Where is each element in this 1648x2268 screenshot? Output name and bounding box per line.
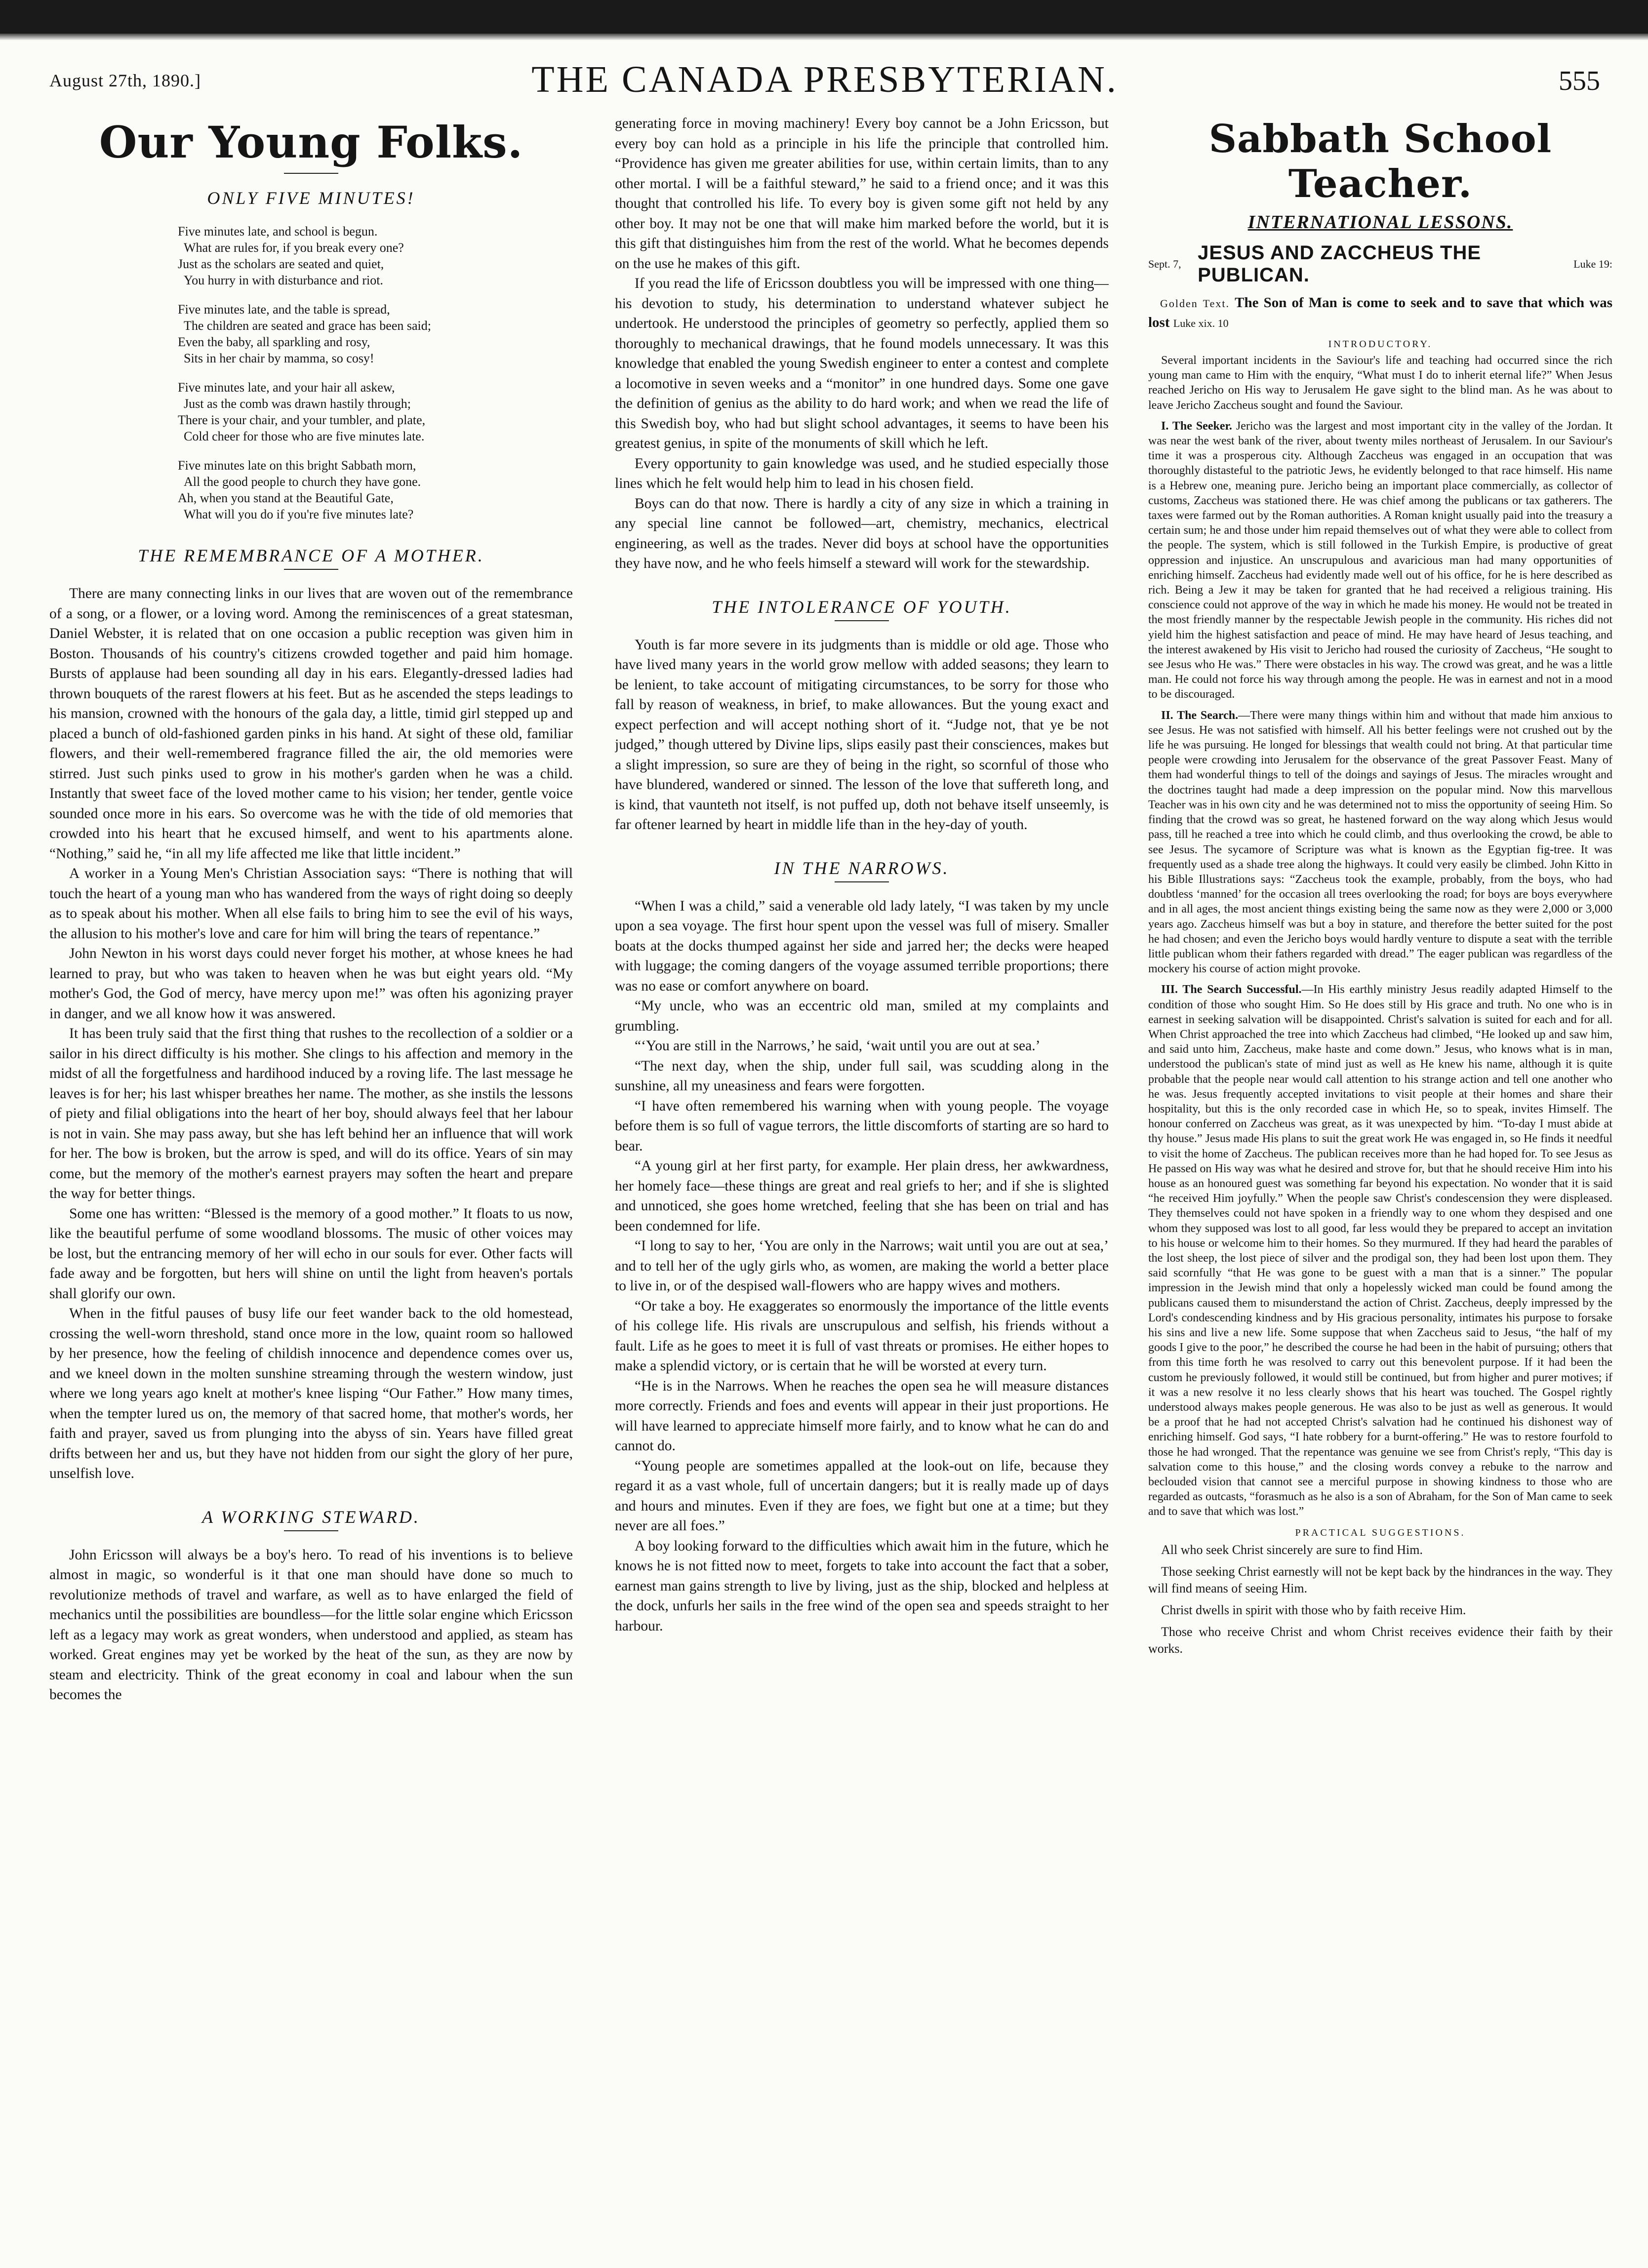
poem-line: Just as the scholars are seated and quiet, [178, 257, 384, 271]
divider [835, 620, 889, 621]
introductory-label: INTRODUCTORY. [1328, 339, 1433, 350]
poem-line: Even the baby, all sparkling and rosy, [178, 335, 370, 349]
paragraph: There are many connecting links in our lives that are woven out of the remembrance of a song, or a flower, or a loving word. Among the reminiscences of a great statesman, Daniel Webster, it is related that on one occasion a public reception was given him in Boston. Thousands of his country's citizens crowded together and paid him homage. Bursts of applause had been sounding all day in his ears. Elegantly-dressed ladies had thrown bouquets of the rarest flowers at his feet. But as he ascended the steps leadings to his mansion, crowned with the honours of the gala day, a little, timid girl stepped up and placed a bunch of old-fashioned garden pinks in his hand. At sight of these old, familiar flowers, and their well-remembered fragrance filled the air, the old memories were stirred. Just such pinks used to grow in his mother's garden when he was a child. Instantly that sweet face of the loved mother came to his vision; her tender, gentle voice sounded once more in his ears. So overcome was he with the tide of old memories that crowded into his heart that he excused himself, and went to his apartments alone. “Nothing,” said he, “in all my life affected me like that little incident.” [49, 586, 573, 862]
golden-text-reference: Luke xix. 10 [1173, 317, 1229, 329]
poem-line: Ah, when you stand at the Beautiful Gate, [178, 491, 394, 505]
section-subtitle: INTERNATIONAL LESSONS. [1247, 212, 1513, 233]
paragraph: It has been truly said that the first thing that rushes to the recollection of a soldier or a sailor in his direct difficulty is his mother. She clings to his affection and memory in the midst of all the forgetfulness and hardihood induced by a roving life. The last message he leaves is for her; his last whisper breathes her name. The mother, as she instils the lessons of piety and filial obligations into the heart of her boy, should always feel that her labour is not in vain. She may pass away, but she has left behind her an influence that will work for her. The bow is broken, but the arrow is sped, and will do its office. Years of sin may come, but the memory of the mother's earnest prayers may soften the heart and prepare the way for better things. [49, 1026, 573, 1201]
golden-text-body: The Son of Man is come to seek and to save that which was lost [1148, 295, 1612, 330]
poem-line: All the good people to church they have gone. [184, 475, 421, 489]
article-body [49, 584, 573, 1484]
golden-text-label: Golden Text. [1160, 297, 1230, 310]
introductory-text: Several important incidents in the Saviour's life and teaching had occurred since the rich young man came to Him with the enquiry, “What must I do to inherit eternal life?” When Jesus reached Jericho on His way to Jerusalem He gave sight to the blind man. As he was about to leave Jericho Zaccheus sought and found the Saviour. [1148, 354, 1612, 412]
poem-line: Just as the comb was drawn hastily through; [184, 397, 411, 411]
lesson-section-text: —There were many things within him and without that made him anxious to see Jesus. He was not satisfied with himself. All his better feelings were not crushed out by the life he was pursuing. He longed for blessings that wealth could not bring. At that particular time people were crowding into Jerusalem for the observance of the great Passover Feast. Many of them had wonderful things to tell of the doings and sayings of Jesus. The miracles wrought and the doctrines taught had made a deep impression on the popular mind. Now this marvellous Teacher was in his own city and he was determined not to miss the opportunity of seeing Him. So finding that the crowd was so great, he hastened forward on the way along which Jesus would pass, till he reached a tree into which he could climb, and thus overlooking the crowd, be able to see Jesus. The sycamore of Scripture was what is known as the Egyptian fig-tree. It was frequently used as a shade tree along the highways. It could very easily be climbed. John Kitto in his Bible Illustrations says: “Zaccheus took the example, probably, from the boys, who had doubtless ‘manned’ for the occasion all trees overlooking the road; for boys are boys everywhere and in all ages, the most ancient things existing being the same now as they were 2,000 or 3,000 years ago. Zaccheus himself was but a boy in stature, and therefore the better suited for the post he had chosen; and even the Jericho boys would hardly venture to dispute a seat with the terrible little publican whom their fathers regarded with dread.” The eager publican was regardless of the mockery his course of action might provoke. [1148, 709, 1612, 976]
paragraph: generating force in moving machinery! Every boy cannot be a John Ericsson, but every boy can hold as a principle in his life the principle that controlled him. “Providence has given me greater abilities for use, within certain limits, than to any other mortal. I will be a faithful steward,” he said to a friend once; and it was this thought that controlled his life. To every boy is given some gift not held by any other boy. It may not be one that will make him marked before the world, but it is this gift that distinguishes him from the rest of the world. What he becomes depends on the use he makes of this gift. [615, 116, 1109, 272]
page-top-edge [0, 0, 1648, 34]
article-body [615, 896, 1109, 1636]
paragraph: “I long to say to her, ‘You are only in the Narrows; wait until you are out at sea,’ and to tell her of the ugly girls who, as women, are making the world a better place to live in, or of the despised wall-flowers who are happy wives and mothers. [615, 1238, 1109, 1294]
paragraph: “A young girl at her first party, for example. Her plain dress, her awkwardness, her homely face—these things are great and real griefs to her; and if she is slighted and unnoticed, she goes home wretched, feeling that she has been on trial and has been condemned for life. [615, 1158, 1109, 1234]
column-left [49, 114, 573, 2248]
poem-line: What will you do if you're five minutes late? [184, 507, 414, 521]
lesson-heading [1148, 242, 1612, 286]
poem-line: The children are seated and grace has been said; [184, 318, 431, 333]
poem-line: Five minutes late, and your hair all askew, [178, 380, 395, 395]
paragraph: “I have often remembered his warning when with young people. The voyage before them is so full of vague terrors, the little discomforts of starting are so hard to bear. [615, 1098, 1109, 1154]
article-title: THE REMEMBRANCE OF A MOTHER. [138, 546, 484, 565]
paragraph: If you read the life of Ericsson doubtless you will be impressed with one thing—his devotion to study, his determination to understand whatever subject he undertook. He understood the principles of geometry so perfectly, applied them so thoroughly to mechanical drawings, that he found models unnecessary. It was this knowledge that enabled the young Swedish engineer to enter a contest and complete a locomotive in seven weeks and a “monitor” in one hundred days. Some one gave the definition of genius as the ability to do hard work; and when we read the life of this Swedish boy, who had but slight school advantages, it seems to have been his greatest genius, in spite of the monuments of skill which he left. [615, 276, 1109, 451]
article-body [49, 1545, 573, 1705]
lesson-section-heading: I. The Seeker. [1161, 419, 1232, 433]
poem-line: Cold cheer for those who are five minutes late. [184, 429, 425, 443]
paragraph: “Young people are sometimes appalled at the look-out on life, because they regard it as a vast whole, full of uncertain dangers; but it is really made up of days and hours and minutes. Even if they are foes, we fight but one at a time; but they never are all foes.” [615, 1458, 1109, 1534]
practical-suggestion: All who seek Christ sincerely are sure to find Him. [1161, 1542, 1423, 1557]
section-title-young-folks: Our Young Folks. [99, 117, 523, 168]
lesson-section-text: —In His earthly ministry Jesus readily adapted Himself to the condition of those who sought Him. So He does still by His grace and truth. No one who is in earnest in seeking salvation will be disappointed. Christ's salvation is suited for each and for all. When Christ approached the tree into which Zaccheus had climbed, “He looked up and saw him, and said unto him, Zaccheus, make haste and come down.” Jesus, who knows what is in man, understood the publican's state of mind just as well as He knew his name, although it is quite probable that the people near would call attention to his strange action and tell one another who he was. Jesus frequently accepted invitations to visit people at their homes and share their hospitality, but this is the only recorded case in which He, so to speak, invites Himself. The honour conferred on Zaccheus was great, as it was unexpected by him. “To-day I must abide at thy house.” Jesus made His plans to suit the great work He was engaged in, so He finds it needful to visit the home of Zaccheus. The publican receives more than he had hoped for. To see Jesus as He passed on His way was what he desired and strove for, but that he should receive Him into his house as an honoured guest was something far beyond his expectation. No wonder that it is said “he received Him joyfully.” When the people saw Christ's condescension they were displeased. They themselves could not have spoken in a friendly way to one whom they despised and one whom they supposed was lost to all good, far less would they be prepared to accept an invitation to his house or welcome him to their homes. So they murmured. If they had heard the parables of the lost sheep, the lost piece of silver and the prodigal son, they had been lost upon them. They said scornfully “that He was gone to be guest with a man that is a sinner.” The popular impression in the Jewish mind that only a hopelessly wicked man could be found among the publicans caused them to misunderstand the action of Christ. Zaccheus, deeply impressed by the Lord's condescending kindness and by His gracious personality, intimates his purpose to forsake his sins and live a new life. Some suppose that when Zaccheus said to Jesus, “the half of my goods I give to the poor,” he described the course he had been in the habit of pursuing; others that from this time forth he was resolved to carry out this benevolent purpose. If it had been the custom he previously followed, it would still be continued, but from higher and purer motives; if it was a new resolve it no less clearly shows that his heart was touched. The Gospel rightly understood always makes people generous. He was also to be just as well as generous. It would be a proof that he had not accepted Christ's salvation had he continued his dishonest way of enriching himself. God says, “I hate robbery for a burnt-offering.” He was to restore fourfold to those he had wronged. That the repentance was genuine we see from Christ's reply, “This day is salvation come to this house,” and the closing words convey a rebuke to the narrow and beclouded vision that cannot see a merciful purpose in showing kindness to those who are regarded as outcasts, “forasmuch as he also is a son of Abraham, for the Son of Man came to seek and to save that which was lost.” [1148, 983, 1612, 1518]
golden-text [1148, 293, 1612, 333]
poem-stanza [178, 301, 573, 366]
lesson-date: Sept. 7, [1148, 258, 1181, 270]
section-title-sabbath-school: Sabbath School Teacher. [1208, 117, 1552, 206]
practical-suggestion: Christ dwells in spirit with those who by faith receive Him. [1161, 1602, 1466, 1617]
page-number: 555 [1559, 66, 1600, 96]
issue-date: August 27th, 1890.] [49, 71, 201, 90]
practical-suggestion: Those seeking Christ earnestly will not be kept back by the hindrances in the way. They will find means of seeing Him. [1148, 1564, 1612, 1595]
article-body-continued [615, 114, 1109, 574]
poem-line: Sits in her chair by mamma, so cosy! [184, 351, 374, 365]
divider [835, 881, 889, 882]
paragraph: Youth is far more severe in its judgments than is middle or old age. Those who have lived many years in the world grow mellow with added seasons; they learn to be lenient, to take account of mitigating circumstances, to be sorry for those who fall by reason of weakness, in brief, to make allowances. But the young exact and expect perfection and will accept nothing short of it. “Judge not, that ye be not judged,” though uttered by Divine lips, slips easily past their consciences, makes but a slight impression, so sure are they of being in the right, so scornful of those who have blundered, wandered or sinned. The lesson of the love that suffereth long, and is kind, that vaunteth not itself, is not puffed up, doth not behave itself unseemly, is far oftener learned by heart in middle life than in the hey-day of youth. [615, 637, 1109, 833]
poem-line: Five minutes late on this bright Sabbath morn, [178, 458, 416, 473]
masthead: THE CANADA PRESBYTERIAN. [531, 59, 1118, 100]
paragraph: A worker in a Young Men's Christian Association says: “There is nothing that will touch the heart of a young man who has wandered from the ways of right doing so deeply as to speak about his mother. When all else fails to bring him to see the evil of his ways, the allusion to his mother's love and care for him will bring the tears of repentance.” [49, 866, 573, 942]
lesson-section-text: Jericho was the largest and most important city in the valley of the Jordan. It was near the west bank of the river, about twenty miles northeast of Jerusalem. In our Saviour's time it was a prosperous city. Although Zaccheus was engaged in an occupation that was thoroughly distasteful to the patriotic Jews, he evidently belonged to that race himself. His name is a Hebrew one, meaning pure. Jericho being an important place commercially, as collector of customs, Zaccheus was stationed there. He was chief among the publicans or tax gatherers. The taxes were farmed out by the Roman authorities. A Roman knight usually paid into the treasury a certain sum; he and those under him repaid themselves out of what they were able to collect from the people. The system, which is still followed in the Turkish Empire, is productive of great oppression and injustice. An unscrupulous and avaricious man had many opportunities of enriching himself. Zaccheus had evidently made well out of his office, for he is here described as rich. Being a Jew it may be taken for granted that he had received a religious training. His conscience could not approve of the way in which he made his money. He would not be treated in the most friendly manner by the respectable Jewish people in the community. His riches did not yield him the highest satisfaction and peace of mind. He may have heard of Jesus teaching, and the interest awakened by His visit to Jericho had roused the curiosity of Zaccheus, “He sought to see Jesus who He was.” There were obstacles in his way. The crowd was great, and he was a little man. He could not force his way through among the people. He was in earnest and not in a mood to be discouraged. [1148, 419, 1612, 701]
divider [284, 173, 338, 174]
lesson-title: JESUS AND ZACCHEUS THE PUBLICAN. [1198, 242, 1482, 286]
practical-label: PRACTICAL SUGGESTIONS. [1295, 1527, 1466, 1538]
paragraph: John Ericsson will always be a boy's hero. To read of his inventions is to believe almost in magic, so wonderful is it that one man should have done so much to revolutionize methods of travel and warfare, as well as to have enlarged the field of mechanics until the possibilities are boundless—for the little solar engine which Ericsson left as a legacy may work as great wonders, when understood and applied, as steam has worked. Great engines may yet be worked by the heat of the sun, as they are now by steam and electricity. Think of the great economy in coal and labour when the sun becomes the [49, 1547, 573, 1703]
article-title: A WORKING STEWARD. [202, 1507, 420, 1527]
divider [284, 1530, 338, 1531]
poem-stanza [178, 457, 573, 522]
page-top-edge-shadow [0, 34, 1648, 40]
lesson-reference: Luke 19: [1573, 258, 1612, 270]
column-right [1148, 114, 1612, 2248]
lesson-section-heading: III. The Search Successful. [1161, 983, 1302, 996]
paragraph: “‘You are still in the Narrows,’ he said, ‘wait until you are out at sea.’ [635, 1038, 1041, 1054]
poem-line: You hurry in with disturbance and riot. [184, 273, 383, 287]
paragraph: John Newton in his worst days could never forget his mother, at whose knees he had learned to pray, but who was taken to heaven when he was but eight years old. “My mother's God, the God of mercy, have mercy upon me!” was often his agonizing prayer in danger, and we all know how it was answered. [49, 946, 573, 1022]
article-title: IN THE NARROWS. [774, 858, 950, 878]
article-body [615, 635, 1109, 835]
paragraph: A boy looking forward to the difficulties which await him in the future, which he knows he is not fitted now to meet, forgets to take into account the fact that a sober, earnest man gains strength to live by living, just as the ship, blocked and helpless at the dock, unfurls her sails in the free wind of the open sea and speeds straight to her harbour. [615, 1538, 1109, 1634]
lesson-section [1148, 419, 1612, 702]
lesson-section [1148, 982, 1612, 1519]
lesson-section-heading: II. The Search. [1161, 709, 1239, 722]
paragraph: Some one has written: “Blessed is the memory of a good mother.” It floats to us now, like the beautiful perfume of some woodland blossoms. The music of other voices may be lost, but the entrancing memory of her will echo in our souls for ever. Other facts will fade away and be forgotten, but hers will shine on until the light from heaven's portals shall glorify our own. [49, 1205, 573, 1302]
paragraph: “He is in the Narrows. When he reaches the open sea he will measure distances more correctly. Friends and foes and events will appear in their just proportions. He will have learned to appreciate himself more fairly, and to know what he can do and cannot do. [615, 1378, 1109, 1454]
lesson-section [1148, 708, 1612, 977]
poem-line: What are rules for, if you break every one? [184, 240, 404, 255]
paragraph: “Or take a boy. He exaggerates so enormously the importance of the little events of his college life. His rivals are unscrupulous and selfish, his friends without a fault. Life as he goes to meet it is full of vast threats or promises. He either hopes to make a splendid victory, or is certain that he will be worsted at every turn. [615, 1298, 1109, 1374]
page-header [49, 58, 1600, 108]
column-middle [615, 114, 1109, 2248]
poem-line: Five minutes late, and school is begun. [178, 224, 378, 239]
paragraph: “The next day, when the ship, under full sail, was scudding along in the sunshine, all my uneasiness and fears were forgotten. [615, 1058, 1109, 1094]
paragraph: Boys can do that now. There is hardly a city of any size in which a training in any special line cannot be followed—art, chemistry, mechanics, electrical engineering, as well as the trades. Never did boys at school have the opportunities they have now, and he who feels himself a steward will work for the stewardship. [615, 495, 1109, 571]
practical-suggestion: Those who receive Christ and whom Christ receives evidence their faith by their works. [1148, 1624, 1612, 1656]
poem-title: ONLY FIVE MINUTES! [207, 188, 415, 208]
poem-stanza [178, 223, 573, 288]
poem-line: Five minutes late, and the table is spread, [178, 302, 390, 317]
poem-line: There is your chair, and your tumbler, and plate, [178, 413, 426, 427]
poem-stanza [178, 379, 573, 444]
paragraph: Every opportunity to gain knowledge was used, and he studied especially those lines which he felt would help him to lead in his chosen field. [615, 455, 1109, 491]
paragraph: When in the fitful pauses of busy life our feet wander back to the old homestead, crossing the well-worn threshold, stand once more in the low, quaint room so hallowed by her presence, how the feeling of childish innocence and dependence comes over us, and we kneel down in the molten sunshine streaming through the western window, just where we long years ago knelt at mother's knee lisping “Our Father.” How many times, when the tempter lured us on, the memory of that sacred home, that mother's words, her faith and prayer, saved us from plunging into the abyss of sin. Years have filled great drifts between her and us, but they have not hidden from our sight the glory of her pure, unselfish love. [49, 1306, 573, 1481]
divider [284, 569, 338, 570]
paragraph: “When I was a child,” said a venerable old lady lately, “I was taken by my uncle upon a sea voyage. The first hour spent upon the vessel was full of misery. Smaller boats at the docks thumped against her side and jarred her; the decks were heaped with luggage; the coming dangers of the voyage assumed terrible proportions; there was no ease or comfort anywhere on board. [615, 898, 1109, 994]
paragraph: “My uncle, who was an eccentric old man, smiled at my complaints and grumbling. [615, 998, 1109, 1034]
article-title: THE INTOLERANCE OF YOUTH. [712, 597, 1012, 617]
poem [178, 223, 573, 522]
practical-suggestions [1148, 1542, 1612, 1657]
